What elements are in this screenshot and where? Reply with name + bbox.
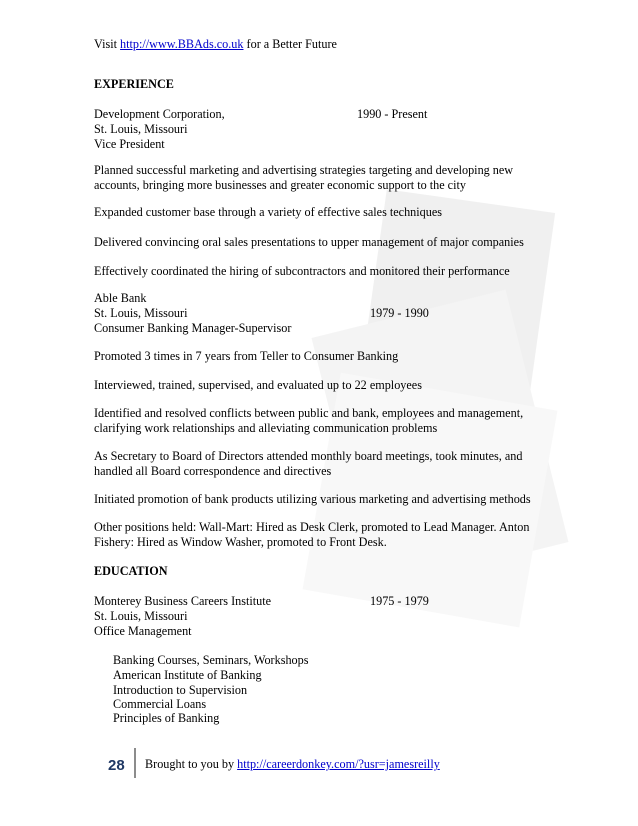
job2-bullet: Interviewed, trained, supervised, and evaluated up to 22 employees — [94, 378, 422, 392]
job1-location: St. Louis, Missouri — [94, 122, 188, 136]
education-location: St. Louis, Missouri — [94, 609, 188, 623]
education-heading: EDUCATION — [94, 564, 168, 578]
education-course: Introduction to Supervision — [113, 683, 248, 697]
education-school: Monterey Business Careers Institute — [94, 594, 272, 608]
job2-bullet: As Secretary to Board of Directors attended monthly board meetings, took minutes, and — [94, 449, 523, 463]
header-prefix: Visit — [94, 37, 121, 51]
footer-link[interactable]: http://careerdonkey.com/?usr=jamesreilly — [237, 757, 440, 771]
job1-bullet: Expanded customer base through a variety of effective sales techniques — [94, 205, 443, 219]
job1-bullet: Planned successful marketing and advertising strategies targeting and developing new — [94, 163, 514, 177]
job2-bullet: Other positions held: Wall-Mart: Hired as Desk Clerk, promoted to Lead Manager. Anton — [94, 520, 530, 534]
footer-prefix: Brought to you by — [145, 757, 238, 771]
job2-bullet: Promoted 3 times in 7 years from Teller to Consumer Banking — [94, 349, 399, 363]
education-course: Banking Courses, Seminars, Workshops — [113, 653, 309, 667]
education-course: American Institute of Banking — [113, 668, 262, 682]
education-course: Commercial Loans — [113, 697, 207, 711]
header-line — [94, 37, 337, 52]
footer-divider — [134, 748, 136, 778]
job2-company: Able Bank — [94, 291, 147, 305]
education-program: Office Management — [94, 624, 192, 638]
job2-bullet: clarifying work relationships and alleviating communication problems — [94, 421, 438, 435]
job1-dates: 1990 - Present — [357, 107, 428, 121]
job2-dates: 1979 - 1990 — [370, 306, 429, 320]
header-suffix: for a Better Future — [243, 37, 337, 51]
job2-title: Consumer Banking Manager-Supervisor — [94, 321, 292, 335]
job1-bullet: accounts, bringing more businesses and greater economic support to the city — [94, 178, 466, 192]
job2-location: St. Louis, Missouri — [94, 306, 188, 320]
experience-heading: EXPERIENCE — [94, 77, 174, 91]
job2-bullet: Identified and resolved conflicts between public and bank, employees and management, — [94, 406, 524, 420]
footer-line — [145, 757, 440, 772]
job2-bullet: handled all Board correspondence and directives — [94, 464, 332, 478]
job1-bullet: Delivered convincing oral sales presentations to upper management of major companies — [94, 235, 524, 249]
education-dates: 1975 - 1979 — [370, 594, 429, 608]
job1-title: Vice President — [94, 137, 165, 151]
job1-bullet: Effectively coordinated the hiring of subcontractors and monitored their performance — [94, 264, 510, 278]
header-link[interactable]: http://www.BBAds.co.uk — [120, 37, 244, 51]
job2-bullet: Fishery: Hired as Window Washer, promoted to Front Desk. — [94, 535, 387, 549]
job2-bullet: Initiated promotion of bank products utilizing various marketing and advertising methods — [94, 492, 531, 506]
education-course: Principles of Banking — [113, 711, 220, 725]
page-number: 28 — [108, 757, 125, 774]
job1-company: Development Corporation, — [94, 107, 225, 121]
